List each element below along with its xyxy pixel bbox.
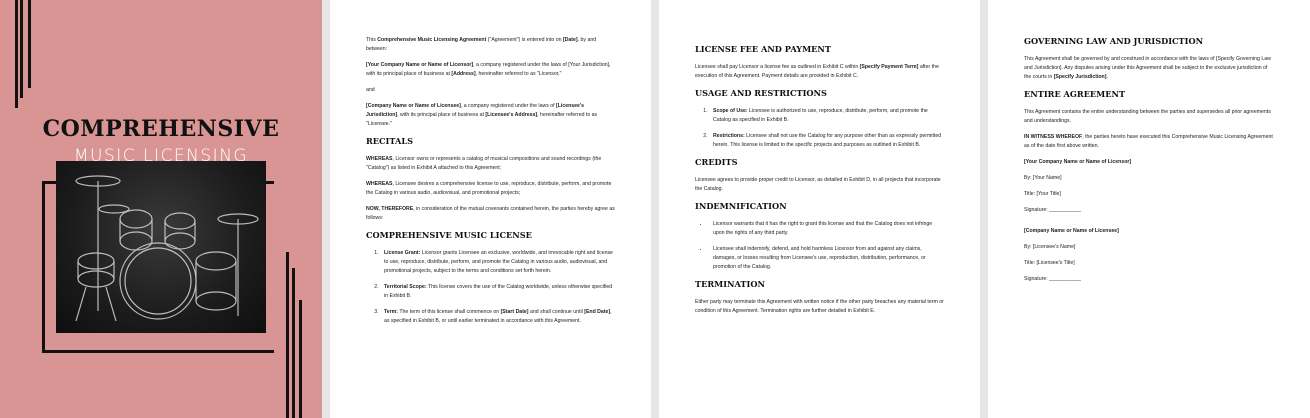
termination-heading: TERMINATION (695, 279, 765, 289)
usage-list (695, 107, 944, 150)
fee-paragraph: Licensee shall pay Licensor a license fee as outlined in Exhibit C within [Specify Payment Term] after the execution of this Agreement. Payment details are provided in Exhibit C. (695, 64, 939, 79)
termination-paragraph: Either party may terminate this Agreement with written notice if the other party breaches any material term or condition of this Agreement. Termination rights are further detailed in Exhibit E. (695, 299, 944, 314)
document-page-3 (988, 0, 1310, 418)
list-item: 2. Territorial Scope: This license covers the use of the Catalog worldwide, unless otherwise specified in Exhibit B. (380, 283, 615, 301)
intro-paragraph: This Comprehensive Music Licensing Agreement ("Agreement") is entered into on [Date], by and between: (366, 37, 597, 52)
cover-page (0, 0, 322, 418)
decor-line (28, 0, 31, 88)
whereas-paragraph: WHEREAS, Licensor owns or represents a catalog of musical compositions and sound recordings (the "Catalog") as listed in Exhibit A attached to this Agreement; (366, 156, 602, 171)
decor-line (292, 268, 295, 418)
list-item: • Licensee shall indemnify, defend, and hold harmless Licensor from and against any claims, damages, or losses resulting from Licensee's use, reproduction, distribution, performance, or promotion of the Catalog. (709, 245, 944, 272)
cover-subtitle: MUSIC LICENSING (73, 146, 249, 166)
indemnification-list (695, 220, 944, 272)
list-item: 3. Term: The term of this license shall commence on [Start Date] and shall continue until [End Date], as specified in Exhibit B, or until earlier terminated in accordance with this Agreement. (380, 308, 615, 326)
drum-kit-icon (56, 161, 266, 333)
licensor-signature: Signature: ___________ (1024, 207, 1081, 213)
cover-title: COMPREHENSIVE (42, 116, 280, 142)
licensee-by: By: [Licensee's Name] (1024, 244, 1076, 250)
witness-paragraph: IN WITNESS WHEREOF, the parties hereto have executed this Comprehensive Music Licensing Agreement as of the date first above written. (1024, 134, 1273, 149)
licensor-paragraph: [Your Company Name or Name of Licensor], a company registered under the laws of [Your Jurisdiction], with its principal place of business at [Address], hereinafter referred to as "Licensor," (366, 62, 611, 77)
credits-paragraph: Licensee agrees to provide proper credit to Licensor, as detailed in Exhibit D, in all projects that incorporate the Catalog. (695, 177, 941, 192)
decor-line (15, 0, 18, 108)
decor-line (286, 252, 289, 418)
list-item: 2. Restrictions: Licensee shall not use the Catalog for any purpose other than as expressly permitted herein. This license is limited to the specific projects and purposes as outlined in Exhibit B. (709, 132, 944, 150)
list-item: 1. Scope of Use: Licensee is authorized to use, reproduce, distribute, perform, and promote the Catalog as specified in Exhibit B. (709, 107, 944, 125)
decor-line (20, 0, 23, 98)
licensor-name: [Your Company Name or Name of Licensor] (1024, 159, 1132, 165)
licensor-by: By: [Your Name] (1024, 175, 1062, 181)
credits-heading: CREDITS (695, 157, 738, 167)
list-item: • Licensor warrants that it has the right to grant this license and that the Catalog does not infringe upon the rights of any third party. (709, 220, 944, 238)
entire-agreement-heading: ENTIRE AGREEMENT (1024, 89, 1126, 99)
list-item: 1. License Grant: Licensor grants Licensee an exclusive, worldwide, and irrevocable right and license to use, reproduce, distribute, perform, and promote the Catalog in various audio, audiovisual, and promotional projects, subject to the terms and conditions set forth herein. (380, 249, 615, 276)
drum-kit-photo (56, 161, 266, 333)
entire-agreement-paragraph: This Agreement contains the entire understanding between the parties and supersedes all prior agreements and understandings. (1024, 109, 1271, 124)
governing-law-paragraph: This Agreement shall be governed by and construed in accordance with the laws of [Specify Governing Law and Jurisdiction]. Any disputes arising under this Agreement shall be subject to the exclusive jurisdiction of the courts in [Specify Jurisdiction]. (1024, 56, 1271, 80)
indemnification-heading: INDEMNIFICATION (695, 201, 787, 211)
licensee-name: [Company Name or Name of Licensee] (1024, 228, 1119, 234)
license-list (366, 249, 615, 326)
usage-heading: USAGE AND RESTRICTIONS (695, 88, 827, 98)
fee-heading: LICENSE FEE AND PAYMENT (695, 44, 831, 54)
whereas-paragraph: WHEREAS, Licensee desires a comprehensive license to use, reproduce, distribute, perform, and promote the Catalog in various audio, audiovisual, and promotional projects; (366, 181, 612, 196)
governing-law-heading: GOVERNING LAW AND JURISDICTION (1024, 36, 1204, 46)
licensee-paragraph: [Company Name or Name of Licensee], a company registered under the laws of [Licensee's Jurisdiction], with its principal place of business at [Licensee's Address], hereinafter referred to as "Licensee." (366, 103, 598, 127)
and-text: and (366, 87, 375, 93)
now-therefore-paragraph: NOW, THEREFORE, in consideration of the mutual covenants contained herein, the parties hereby agree as follows: (366, 206, 615, 221)
document-page-2 (659, 0, 980, 418)
licensee-signature: Signature: ___________ (1024, 276, 1081, 282)
licensor-title: Title: [Your Title] (1024, 191, 1061, 197)
document-page-1 (330, 0, 651, 418)
license-heading: COMPREHENSIVE MUSIC LICENSE (366, 230, 532, 240)
recitals-heading: RECITALS (366, 136, 414, 146)
licensee-title: Title: [Licensee's Title] (1024, 260, 1075, 266)
decor-line (299, 300, 302, 418)
